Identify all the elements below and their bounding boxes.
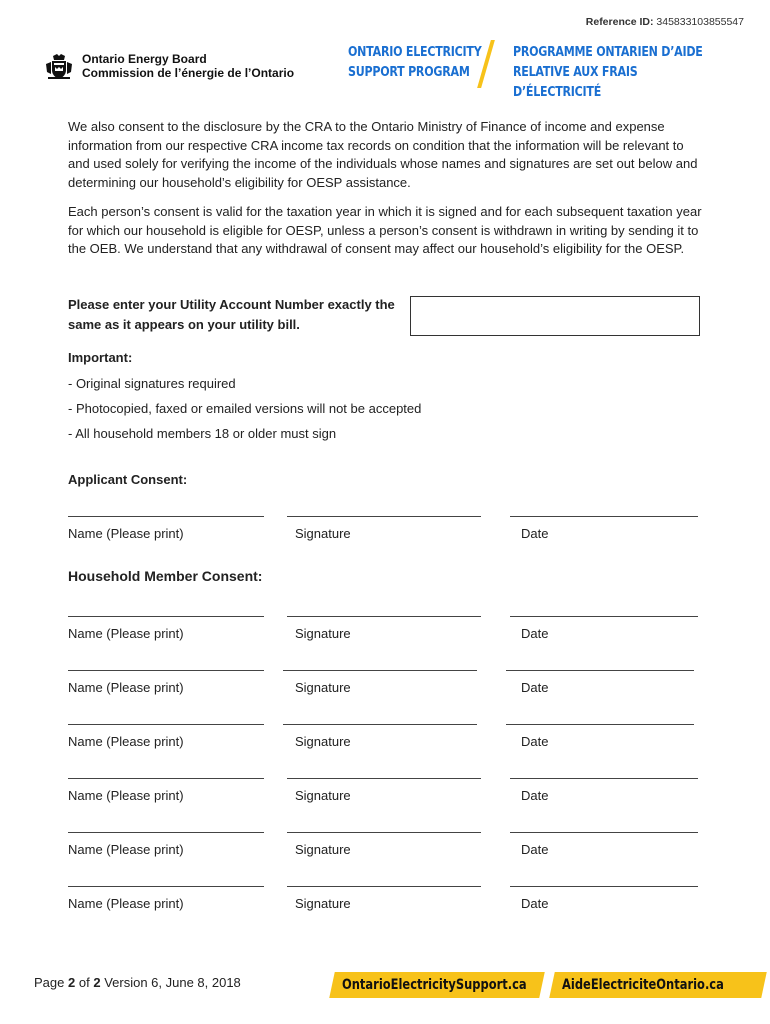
- page-of: of: [78, 975, 90, 990]
- page-info: [34, 975, 241, 990]
- important-item-signatures: - Original signatures required: [68, 376, 236, 391]
- date-line[interactable]: [510, 832, 698, 833]
- signature-line[interactable]: [283, 724, 477, 725]
- date-label: Date: [521, 526, 549, 541]
- program-fr-line1: PROGRAMME ONTARIEN D’AIDE: [513, 44, 703, 60]
- name-label: Name (Please print): [68, 896, 184, 911]
- ontario-crest-icon: [44, 52, 74, 82]
- reference-label: Reference ID:: [585, 16, 654, 28]
- footer-url-en[interactable]: OntarioElectricitySupport.ca: [342, 977, 527, 993]
- signature-label: Signature: [295, 734, 351, 749]
- applicant-signature-row: [0, 516, 770, 556]
- name-label: Name (Please print): [68, 680, 184, 695]
- name-label: Name (Please print): [68, 842, 184, 857]
- board-name-en: Ontario Energy Board: [82, 52, 207, 66]
- date-line[interactable]: [510, 616, 698, 617]
- household-signature-row: [0, 886, 770, 926]
- date-label: Date: [521, 680, 549, 695]
- name-line[interactable]: [68, 778, 264, 779]
- account-number-label: Please enter your Utility Account Number exactly the same as it appears on your utility bill.: [68, 297, 395, 332]
- page-current: 2: [68, 975, 76, 990]
- name-line[interactable]: [68, 886, 264, 887]
- date-line[interactable]: [510, 778, 698, 779]
- date-label: Date: [521, 788, 549, 803]
- signature-label: Signature: [295, 626, 351, 641]
- applicant-consent-heading: Applicant Consent:: [68, 472, 188, 487]
- household-signature-row: [0, 778, 770, 818]
- name-line[interactable]: [68, 516, 264, 517]
- date-line[interactable]: [506, 670, 694, 671]
- signature-label: Signature: [295, 788, 351, 803]
- household-consent-heading: Household Member Consent:: [68, 568, 263, 584]
- signature-line[interactable]: [283, 670, 477, 671]
- signature-line[interactable]: [287, 516, 481, 517]
- reference-id: [586, 16, 744, 28]
- consent-paragraph-1: We also consent to the disclosure by the CRA to the Ontario Ministry of Finance of income and expense information from our respective CRA income tax records on condition that the information will be relevant to and used solely for verifying the income of the individuals whose names and signatures are set out below and determining our household’s eligibility for OESP assistance.: [68, 119, 698, 190]
- program-name-en: [348, 42, 481, 82]
- reference-value: 345833103855547: [656, 16, 744, 28]
- signature-line[interactable]: [287, 886, 481, 887]
- name-label: Name (Please print): [68, 788, 184, 803]
- date-line[interactable]: [506, 724, 694, 725]
- footer-url-fr[interactable]: AideElectriciteOntario.ca: [562, 977, 724, 993]
- signature-label: Signature: [295, 842, 351, 857]
- program-fr-line2: RELATIVE AUX FRAIS D’ÉLECTRICITÉ: [513, 64, 638, 100]
- program-en-line1: ONTARIO ELECTRICITY: [348, 44, 482, 60]
- signature-line[interactable]: [287, 616, 481, 617]
- household-signature-row: [0, 832, 770, 872]
- household-signature-row: [0, 616, 770, 656]
- name-label: Name (Please print): [68, 734, 184, 749]
- version-text: Version 6, June 8, 2018: [104, 975, 241, 990]
- date-line[interactable]: [510, 516, 698, 517]
- date-label: Date: [521, 734, 549, 749]
- household-signature-row: [0, 670, 770, 710]
- household-signature-row: [0, 724, 770, 764]
- date-label: Date: [521, 842, 549, 857]
- date-label: Date: [521, 626, 549, 641]
- consent-paragraph-2: Each person’s consent is valid for the taxation year in which it is signed and for each subsequent taxation year for which our household is eligible for OESP, unless a person’s consent is withdrawn in writing by sending it to the OEB. We understand that any withdrawal of consent may affect our household’s eligibility for the OESP.: [68, 204, 702, 256]
- signature-label: Signature: [295, 680, 351, 695]
- name-line[interactable]: [68, 616, 264, 617]
- name-label: Name (Please print): [68, 526, 184, 541]
- important-heading: Important:: [68, 350, 133, 365]
- name-line[interactable]: [68, 832, 264, 833]
- program-name-fr: [513, 42, 724, 102]
- important-item-age: - All household members 18 or older must sign: [68, 426, 337, 441]
- name-line[interactable]: [68, 670, 264, 671]
- name-line[interactable]: [68, 724, 264, 725]
- signature-label: Signature: [295, 896, 351, 911]
- program-en-line2: SUPPORT PROGRAM: [348, 64, 470, 80]
- page-total: 2: [93, 975, 101, 990]
- page-word: Page: [34, 975, 65, 990]
- signature-line[interactable]: [287, 778, 481, 779]
- signature-line[interactable]: [287, 832, 481, 833]
- date-line[interactable]: [510, 886, 698, 887]
- signature-label: Signature: [295, 526, 351, 541]
- account-number-field[interactable]: [410, 296, 700, 336]
- board-name-fr: Commission de l’énergie de l’Ontario: [82, 66, 295, 80]
- name-label: Name (Please print): [68, 626, 184, 641]
- important-item-copies: - Photocopied, faxed or emailed versions will not be accepted: [68, 401, 422, 416]
- date-label: Date: [521, 896, 549, 911]
- oeb-logo: [44, 52, 294, 82]
